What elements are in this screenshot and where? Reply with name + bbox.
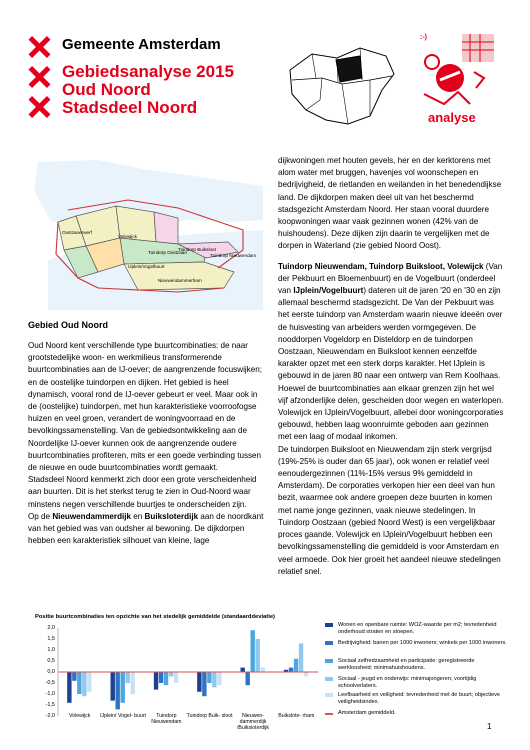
area-title: Oud Noord <box>62 80 151 99</box>
legend-swatch <box>325 659 333 663</box>
logo-symbols: :-) <box>420 34 427 41</box>
section-title: Gebied Oud Noord <box>28 320 108 330</box>
left-column-text <box>28 340 268 547</box>
map-label: Tuindorp Oostzaan <box>148 250 187 255</box>
map-label: IJplein/Vogelbuurt <box>128 264 165 269</box>
bar <box>82 672 86 696</box>
legend-label: Leefbaarheid en veiligheid: tevredenheid met de buurt; objectieve veiligheidsindex. <box>338 692 501 705</box>
bar <box>164 672 168 685</box>
paragraph: Tuindorp Nieuwendam, Tuindorp Buiksloot, Volewijck (Van der Pekbuurt en Bloemenbuurt) en de Vogelbuurt (onderdeel van IJplein/Vogelbuurt) dateren uit de jaren '20 en '30 en zijn allemaal beschermd stadsgezicht. De Van der Pekbuurt was het eerste tuindorp van Amsterdam waarin nieuwe ideeën over de huisvesting van arbeiders werden vormgegeven. De nooddorpen Vogeldorp en Disteldorp en de tuindorpen Oostzaan, Nieuwendam en Buiksloot kennen eenzelfde karakter opzet met een sterk dorps karakter. Het IJplein is gebouwd in de jaren 80 naar een ontwerp van Rem Koolhaas. Hoewel de buurtcombinaties aan elkaar grenzen zijn het wel vijf afzonderlijke delen, gescheiden door wegen en waterlopen. Volewijck en IJplein/Vogelbuurt, allebei door woningcorporaties gebouwd, hebben laag woonruimte geboden aan gezinnen met een laag of modaal inkomen. <box>278 261 504 442</box>
bar <box>67 672 71 703</box>
bar <box>131 672 135 694</box>
logo-label: analyse <box>428 110 476 125</box>
bar <box>304 672 308 676</box>
bar <box>299 643 303 672</box>
x-category-label: Tuindorp Buik- sloot <box>186 713 233 719</box>
map-label: Nieuwendammerham <box>158 278 202 283</box>
amsterdam-overview-map <box>282 40 402 130</box>
x-category-label: Volewijck <box>68 713 91 719</box>
legend-label: Sociaal - jeugd en onderwijs: minimajongeren; voortijdig schoolverlaters. <box>338 676 477 689</box>
legend-swatch <box>325 641 333 645</box>
bar <box>256 639 260 672</box>
paragraph: Oud Noord kent verschillende type buurtcombinaties: de naar grootstedelijke woon- en werkmilieus transformerende buurtcombinaties aan de IJ-oever; de aangrenzende focuswijken; en de oostelijke tuindorpen en dijken. Het gebied is heel dynamisch, vooral rond de IJ-oever gebeurt er veel. Maar ook in de (oostelijke) tuindorpen, met hun karakteristieke voorroofogse huizen en veel groen, verandert de woningvoorraad en de bevolkingssamenstelling. Van de gebiedsontwikkeling aan de Noordelijke IJ-oever kunnen ook de aangrenzende oudere buurtcombinaties profiteren, mits er een goede verbinding tussen de nieuwe en oude buurtcombinaties wordt gemaakt. <box>28 341 262 473</box>
bar <box>174 672 178 683</box>
x-category-label: IJplein/ Vogel- buurt <box>100 713 146 719</box>
bar <box>126 672 130 683</box>
x-mark-icon <box>28 36 50 58</box>
x-mark-icon <box>28 96 50 118</box>
bar <box>72 672 76 681</box>
y-tick-label: -0,5 <box>45 679 55 686</box>
right-column-text <box>278 155 504 578</box>
paragraph: Op de Nieuwendammerdijk en Buiksloterdijk aan de noordkant van het gebied was van oudsher al bewoning. De dijkdorpen hebben een karakteristiek silhouet van kleine, lage <box>28 511 264 546</box>
bar <box>251 630 255 672</box>
bar <box>197 672 201 692</box>
bar <box>207 672 211 683</box>
legend-swatch <box>325 693 333 697</box>
bar <box>202 672 206 696</box>
legend-swatch <box>325 713 333 715</box>
chart-title: Positie buurtcombinaties ten opzichte van het stedelijk gemiddelde (standaarddeviatie) <box>35 614 275 620</box>
legend-swatch <box>325 677 333 681</box>
bar <box>159 672 163 683</box>
y-tick-label: -1,5 <box>45 701 55 708</box>
legend-label: Sociaal zelfredzaamheid en participatie: geregistreerde werkloosheid; minimahuishoudens. <box>338 658 475 671</box>
bar <box>87 672 91 692</box>
bar <box>261 668 265 672</box>
map-label: Tuindorp Buiksloot <box>178 247 216 252</box>
bar <box>111 672 115 701</box>
legend-label: Bedrijvigheid: banen per 1000 inwoners; winkels per 1000 inwoners. <box>338 640 507 646</box>
y-tick-label: 1,0 <box>47 646 55 653</box>
x-category-label: Buikslote- rham <box>278 713 315 719</box>
y-tick-label: 1,5 <box>47 635 55 642</box>
bar <box>121 672 125 703</box>
page-number: 1 <box>487 722 492 731</box>
bar <box>212 672 216 687</box>
legend-label: Amsterdam gemiddeld. <box>338 710 396 716</box>
y-tick-label: -2,0 <box>45 712 55 719</box>
paragraph: dijkwoningen met houten gevels, her en der kerktorens met alom water met bruggen, havenjes vol woonschepen en bedrijvigheid, de rietlanden en weilanden in het benedendijkse land. De dijkdorpen maken deel uit van het beschermd stadsgezicht Amsterdam Noord. Her staan vooral duurdere koopwoningen waar vaak gezinnen wonen (42% van de huishoudens). Deze dijken zijn daarin te vergelijken met de dorpen in Waterland (zie gebied Noord Oost). <box>278 156 502 251</box>
legend-swatch <box>325 623 333 627</box>
bar <box>246 672 250 685</box>
bar <box>217 672 221 685</box>
paragraph: De tuindorpen Buiksloot en Nieuwendam zijn sterk vergrijsd (19%-25% is ouder dan 65 jaar), ook wonen er relatief veel eenoudergezinnen (11%-15% versus 9% gemiddeld in Amsterdam). De corporaties verkopen hier een deel van hun bezit, waarmee ook andere groepen deze buurten in komen met name jonge gezinnen, vaak nieuwe stedelingen. In Tuindorp Oostzaan (gebied Noord West) is een vergelijkbaar proces gaande. Volewijck en IJplein/Vogelbuurt hebben een bevolkingssamenstelling die gemiddeld is voor Amsterdam en veel armoede. Ook hier groeit het aandeel nieuwe stedelingen relatief snel. <box>278 444 501 576</box>
bar <box>289 668 293 672</box>
map-label: Volewijck <box>118 234 137 239</box>
organisation-name: Gemeente Amsterdam <box>62 36 221 53</box>
y-tick-label: 0,5 <box>47 657 55 664</box>
oud-noord-map <box>28 160 268 310</box>
map-label: Tuindorp Nieuwendam <box>210 253 257 258</box>
y-tick-label: 0,0 <box>47 668 55 675</box>
bar <box>154 672 158 690</box>
x-category-label: Nieuwen- dammerdijk /Buiksloterdijk <box>236 713 269 732</box>
bar <box>77 672 81 694</box>
bar <box>241 668 245 672</box>
legend-label: Wonen en openbare ruimte: WOZ-waarde per m2; tevredenheid onderhoud straten en stoepen. <box>338 622 497 635</box>
paragraph: Stadsdeel Noord kenmerkt zich door een grote verscheidenheid aan buurten. Dit is het sterkst terug te zien in Oud-Noord waar minstens negen verschillende buurtjes te onderscheiden zijn. <box>28 475 257 509</box>
x-category-label: Tuindorp Nieuwendam <box>151 713 182 726</box>
y-tick-label: 2,0 <box>47 624 55 631</box>
bar <box>116 672 120 709</box>
map-label: Oostzanerwerf <box>62 230 92 235</box>
page-title: Gebiedsanalyse 2015 <box>62 62 235 81</box>
y-tick-label: -1,0 <box>45 690 55 697</box>
bar <box>294 659 298 672</box>
bar <box>169 672 173 676</box>
x-mark-icon <box>28 66 50 88</box>
district-title: Stadsdeel Noord <box>62 98 198 117</box>
